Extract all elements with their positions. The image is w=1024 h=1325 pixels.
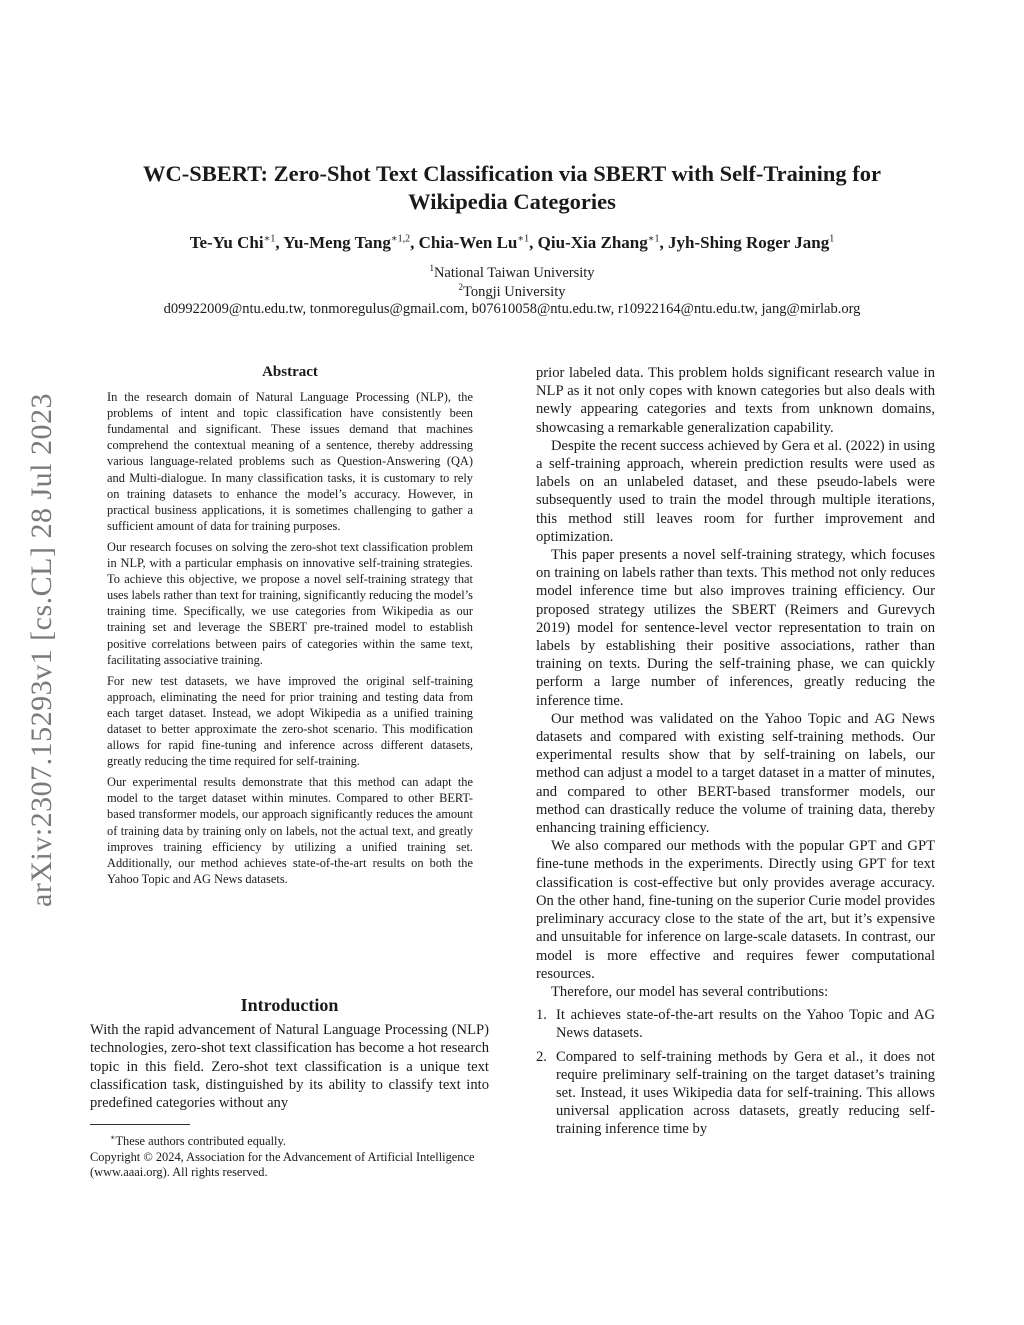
abstract-paragraph: In the research domain of Natural Language Processing (NLP), the problems of intent and topic classification have consistently been fundamental and significant. These issues demand that machines comprehend the contextual meaning of a sentence, thereby addressing various language-related problems such as Question-Answering (QA) and Multi-dialogue. In many classification tasks, it is customary to rely on training datasets to enhance the model’s accuracy. However, in practical business applications, it is sometimes challenging to gather a sufficient amount of data for training purposes. <box>107 390 473 533</box>
author: Yu-Meng Tang$^{∗1,2}$, <box>283 233 419 252</box>
body-paragraph: Our method was validated on the Yahoo Topic and AG News datasets and compared with existing self-training methods. Our experimental results show that by self-training on labels, our method can adjust a model to a target dataset in a matter of minutes, and compared to other BERT-based transformer models, our method can drastically reduce the volume of training data, thereby enhancing training efficiency. <box>536 710 935 837</box>
affiliation-tongji: $^2$Tongji University <box>458 282 566 300</box>
abstract-paragraph: Our experimental results demonstrate that this method can adapt the model to the target dataset within minutes. Compared to other BERT-based transformer models, our approach significantly reduces the amount of training data by training only on labels, not the actual text, and greatly improves training efficiency by utilizing a unified training set. Additionally, our method achieves state-of-the-art results on both the Yahoo Topic and AG News datasets. <box>107 775 473 886</box>
abstract-section <box>107 364 473 892</box>
introduction-section <box>90 996 489 1112</box>
contributions-list <box>536 1006 935 1138</box>
author: Jyh-Shing Roger Jang$^1$ <box>668 233 835 252</box>
paper-title: WC-SBERT: Zero-Shot Text Classification via SBERT with Self-Training for Wikipedia Categories <box>142 161 882 214</box>
arxiv-id: arXiv:2307.15293v1 [cs.CL] 28 Jul 2023 <box>25 393 58 907</box>
body-paragraph: Despite the recent success achieved by Gera et al. (2022) in using a self-training approach, wherein prediction results were used as labels on an unlabeled dataset, and these pseudo-labels were subsequently used to train the model through multiple iterations, this method still leaves room for further improvement and optimization. <box>536 437 935 545</box>
list-item: 2. Compared to self-training methods by Gera et al., it does not require preliminary self-training on the target dataset’s training set. Instead, it uses Wikipedia data for self-training. This allows universal application across datasets, greatly reducing self-training inference time by <box>536 1048 935 1138</box>
affiliation-ntu: $^1$National Taiwan University <box>429 263 595 281</box>
author: Qiu-Xia Zhang$^{∗1}$, <box>537 233 669 252</box>
footnote-equal-contribution: ∗These authors contributed equally. <box>110 1133 286 1149</box>
abstract-heading: Abstract <box>262 364 318 380</box>
abstract-paragraph: For new test datasets, we have improved the original self-training approach, eliminating the need for prior training and testing data from each target dataset. Instead, we adopt Wikipedia as a unified training dataset to better approximate the zero-shot scenario. This modification allows for rapid fine-tuning and inference across different datasets, greatly reducing the time required for self-training. <box>107 673 473 769</box>
body-paragraph: prior labeled data. This problem holds significant research value in NLP as it not only copes with known categories but also deals with newly appearing categories and texts from unknown domains, showcasing a remarkable generalization capability. <box>536 365 935 436</box>
author: Te-Yu Chi$^{∗1}$, <box>189 233 284 252</box>
arxiv-watermark <box>22 340 62 960</box>
footnote-rule <box>90 1124 190 1125</box>
abstract-paragraph: Our research focuses on solving the zero-shot text classification problem in NLP, with a particular emphasis on innovative self-training strategies. To achieve this objective, we propose a novel self-training strategy that uses labels rather than text for training, significantly reducing the model’s training time. Specifically, we use categories from Wikipedia as our training set and leverage the SBERT pre-trained model to establish positive correlations between pairs of categories within the same text, facilitating associative training. <box>107 539 473 667</box>
body-paragraph: Therefore, our model has several contributions: <box>551 983 829 1000</box>
introduction-paragraph: With the rapid advancement of Natural Language Processing (NLP) technologies, zero-shot text classification has become a hot research topic in this field. Zero-shot text classification is a unique text classification task, distinguished by its ability to classify text into predefined categories without any <box>90 1022 489 1112</box>
author-list <box>60 233 964 253</box>
introduction-heading: Introduction <box>240 995 339 1015</box>
author: Chia-Wen $Lu^{∗1}$, <box>418 233 538 252</box>
list-item: 1. It achieves state-of-the-art results on the Yahoo Topic and AG News datasets. <box>536 1007 935 1042</box>
author-emails: d09922009@ntu.edu.tw, tonmoregulus@gmail.com, b07610058@ntu.edu.tw, r10922164@ntu.edu.tw, jang@mirlab.org <box>163 301 861 317</box>
body-paragraph: This paper presents a novel self-training strategy, which focuses on training on labels rather than texts. This method not only reduces model inference time but also improves training efficiency. Our proposed strategy utilizes the SBERT (Reimers and Gurevych 2019) model for sentence-level vector representation to train on labels by establishing their positive associations, rather than training on texts. During the self-training phase, we can quickly perform a large number of inferences, greatly reducing the inference time. <box>536 547 935 709</box>
copyright-notice: Copyright © 2024, Association for the Advancement of Artificial Intelligence (www.aaai.org). All rights reserved. <box>90 1149 475 1180</box>
right-column <box>536 364 935 1144</box>
body-paragraph: We also compared our methods with the popular GPT and GPT fine-tune methods in the experiments. Directly using GPT for text classification is cost-effective but only provides average accuracy. On the other hand, fine-tuning on the superior Curie model provides preliminary accuracy close to the state of the art, but it’s expensive and unsuitable for inference on large-scale datasets. In contrast, our model is more effective and requires fewer computational resources. <box>536 838 935 982</box>
footnote <box>90 1124 489 1181</box>
